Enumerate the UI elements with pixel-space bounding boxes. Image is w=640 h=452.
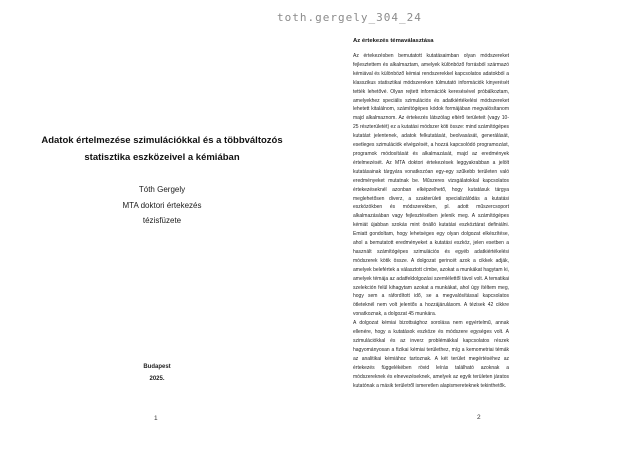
section-heading: Az értekezés témaválasztása	[353, 38, 434, 44]
booklet-type: tézisfüzete	[142, 216, 182, 225]
body-paragraph-1: Az értekezésben bemutatott kutatásaimban olyan módszereket fejlesztettem és alkalmaztam, amelyek különböző forrásból származó kémiával és különböző kémiai rendszerekkel kapcsolatos adatokból a klasszikus statisztikai módszereken túlmutató információk kinyerését tették lehetővé. Olyan rejtett információk keresésével próbálkoztam, amelyekhez speciális szimulációs és adatkiértékelési módszereket lehetett kitalálnom, számítógépes kódok formájában megvalósítanom majd alkalmaznom. Az értekezés látszólag eltérő területeit (vagy 10-25 részterületét) ez a kutatási módszer köti össze: mind számítógépes kutatást jelentenek, adatok felkutatását, beolvasását, generálását, esetleges szimulációk elvégzését, a hozzá kapcsolódó programozást, programok módosítását és alkalmazását, majd az eredmények értelmezését. Az MTA doktori értekezések leggyakrabban a jelölt kutatásainak tárgyára vonatkozóan egy-egy szűkebb területen való eredményeket mutatnak be. Műszeres vizsgálatokkal kapcsolatos értekezéseknél azonban elképzelhető, hogy kutatásuk tárgya meglehetősen diverz, a szakterületi specializálódás a kutatási eszközökben és módszerekben, pl. adott műszercsoport alkalmazásában vagy fejlesztésében jelenik meg. A számítógépes kémiát újabban szokás mint önálló kutatási eszköztárat definiálni. Emiatt gondoltam, hogy lehetséges egy olyan dolgozat elkészítése, ahol a bemutatott eredményeket a kutatási eszköz, jelen esetben a használt számítógépes szimulációs és egyéb adatkiértékelési módszerek kötik össze. A dolgozat gerincét azok a cikkek adják, amelyek belefértek a választott címbe, azokat a munkákat hagytam ki, amelyek témája az adatfeldolgozási szemlélettől távol volt. A tematikai szelekción felül kihagytam azokat a munkákat, ahol úgy ítéltem meg, hogy sem a ráfordított idő, se a megvalósítással kapcsolatos ötleteknél nem volt jelentős a hozzájárulásom. A tézisek 42 cikkre vonatkoznak, a dolgozat 45 munkára.	[353, 53, 509, 318]
title-page	[36, 132, 288, 229]
author-name: Tóth Gergely	[138, 185, 186, 194]
thesis-title: Adatok értelmezése szimulációkkal és a többváltozós statisztika eszközeivel a kémiában	[41, 135, 283, 163]
imprint-year: 2025.	[149, 376, 165, 382]
work-type: MTA doktori értekezés	[122, 200, 202, 210]
imprint-city: Budapest	[143, 364, 171, 370]
document-filename-header: toth.gergely_304_24	[277, 11, 422, 24]
author-block	[36, 182, 288, 229]
imprint-block	[36, 361, 278, 385]
body-text-block	[353, 52, 509, 390]
body-paragraph-2: A dolgozat kémiai bizottsághoz sorolása nem egyértelmű, annak ellenére, hogy a kutatások eszköze és módszere egységes volt. A szimulációkkal és az inverz problémákkal kapcsolatos részek hagyományosan a fizikai kémiai területhez, míg a kemometriai témák az analitikai kémiához tartoznak. A két terület megértéséhez az értekezés függelékében rövid leírás található azoknak a módszereknek és elnevezéseknek, amelyek az egyik területen járatos kutatónak a másik területről ismeretlen alapismereteknek tekinthetők.	[353, 320, 509, 389]
page-number-left: 1	[154, 415, 158, 422]
page-number-right: 2	[477, 414, 481, 421]
